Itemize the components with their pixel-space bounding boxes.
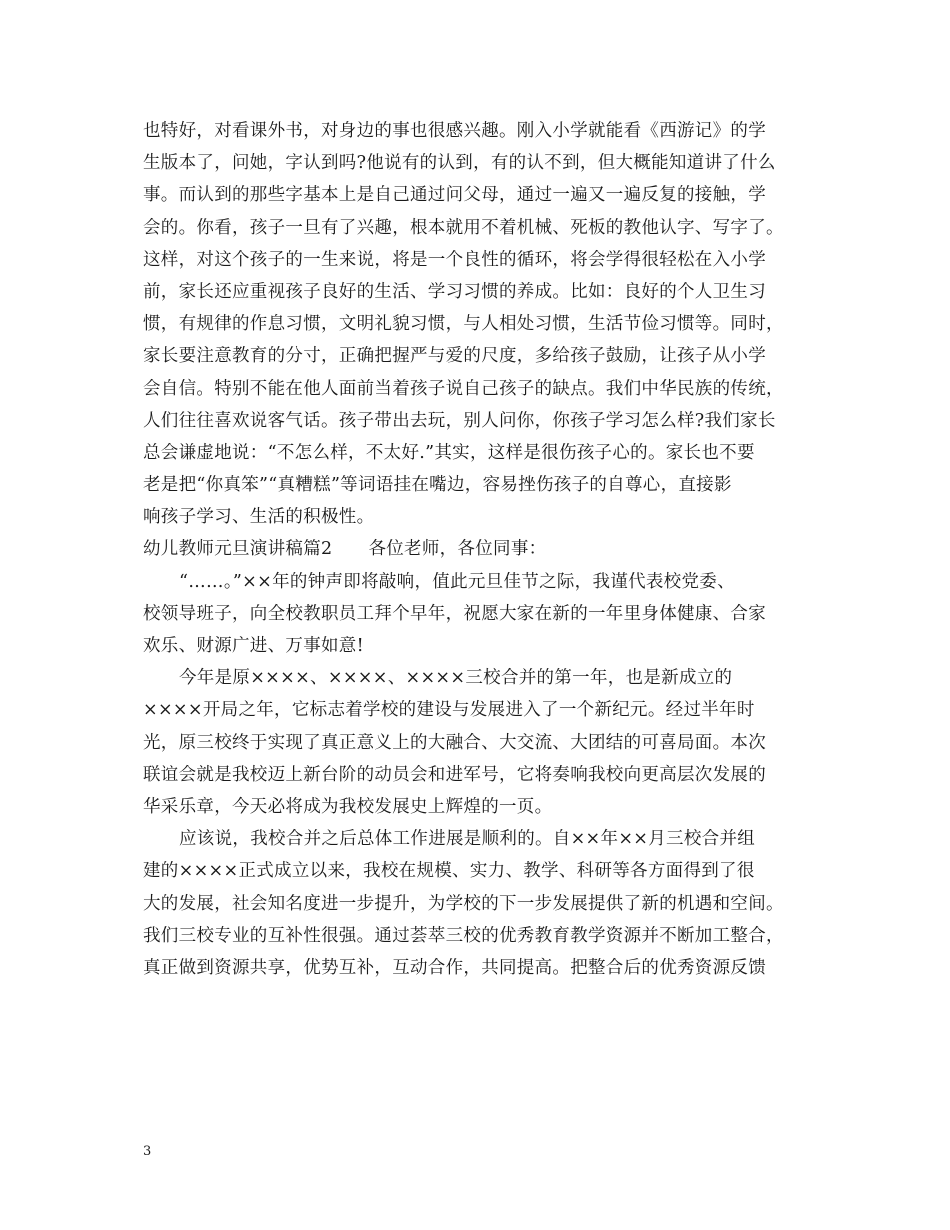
text-line: 会自信。特别不能在他人面前当着孩子说自己孩子的缺点。我们中华民族的传统， [143,378,784,399]
section-title: 幼儿教师元旦演讲稿篇2 [143,539,333,560]
text-line: 我们三校专业的互补性很强。通过荟萃三校的优秀教育教学资源并不断加工整合， [143,925,784,946]
text-line: 总会谦虚地说：“不怎么样，不太好.”其实，这样是很伤孩子心的。家长也不要 [143,442,755,463]
text-line: 建的××××正式成立以来，我校在规模、实力、教学、科研等各方面得到了很 [143,861,755,882]
text-line: 也特好，对看课外书，对身边的事也很感兴趣。刚入小学就能看《西游记》的学 [143,121,766,141]
text-line: 联谊会就是我校迈上新台阶的动员会和进军号，它将奏响我校向更高层次发展的 [143,764,766,785]
page-number: 3 [143,1144,152,1159]
document-body [143,115,809,984]
text-line: 大的发展，社会知名度进一步提升，为学校的下一步发展提供了新的机遇和空间。 [143,893,784,914]
text-line: 真正做到资源共享，优势互补，互动合作，共同提高。把整合后的优秀资源反馈 [143,957,766,978]
text-line: 应该说，我校合并之后总体工作进展是顺利的。自××年××月三校合并组 [179,829,756,850]
text-line: 光，原三校终于实现了真正意义上的大融合、大交流、大团结的可喜局面。本次 [143,732,766,753]
text-line: 响孩子学习、生活的积极性。 [143,507,375,528]
text-line: 事。而认到的那些字基本上是自己通过问父母，通过一遍又一遍反复的接触，学 [143,185,766,206]
text-line: 惯，有规律的作息习惯，文明礼貌习惯，与人相处习惯，生活节俭习惯等。同时， [143,314,784,335]
text-line: 校领导班子，向全校教职员工拜个早年，祝愿大家在新的一年里身体健康、合家 [143,603,766,624]
text-line: 前，家长还应重视孩子良好的生活、学习习惯的养成。比如：良好的个人卫生习 [143,281,766,302]
text-line: 会的。你看，孩子一旦有了兴趣，根本就用不着机械、死板的教他认字、写字了。 [143,217,784,238]
text-line: ××××开局之年，它标志着学校的建设与发展进入了一个新纪元。经过半年时 [143,700,755,721]
text-line: “……。”××年的钟声即将敲响，值此元旦佳节之际，我谨代表校党委、 [179,571,735,592]
text-line: 今年是原××××、××××、××××三校合并的第一年，也是新成立的 [179,668,733,689]
text-line: 生版本了，问她，字认到吗?他说有的认到，有的认不到，但大概能知道讲了什么 [143,153,776,174]
section-heading-line [143,533,809,565]
text-line: 这样，对这个孩子的一生来说，将是一个良性的循环，将会学得很轻松在入小学 [143,249,766,270]
text-line: 老是把“你真笨”“真糟糕”等词语挂在嘴边，容易挫伤孩子的自尊心，直接影 [143,475,732,496]
text-line: 欢乐、财源广进、万事如意! [143,636,364,656]
salutation: 各位老师，各位同事： [368,539,547,560]
text-line: 华采乐章，今天必将成为我校发展史上辉煌的一页。 [143,796,553,817]
text-line: 家长要注意教育的分寸，正确把握严与爱的尺度，多给孩子鼓励，让孩子从小学 [143,346,766,367]
text-line: 人们往往喜欢说客气话。孩子带出去玩，别人问你，你孩子学习怎么样?我们家长 [143,410,776,431]
